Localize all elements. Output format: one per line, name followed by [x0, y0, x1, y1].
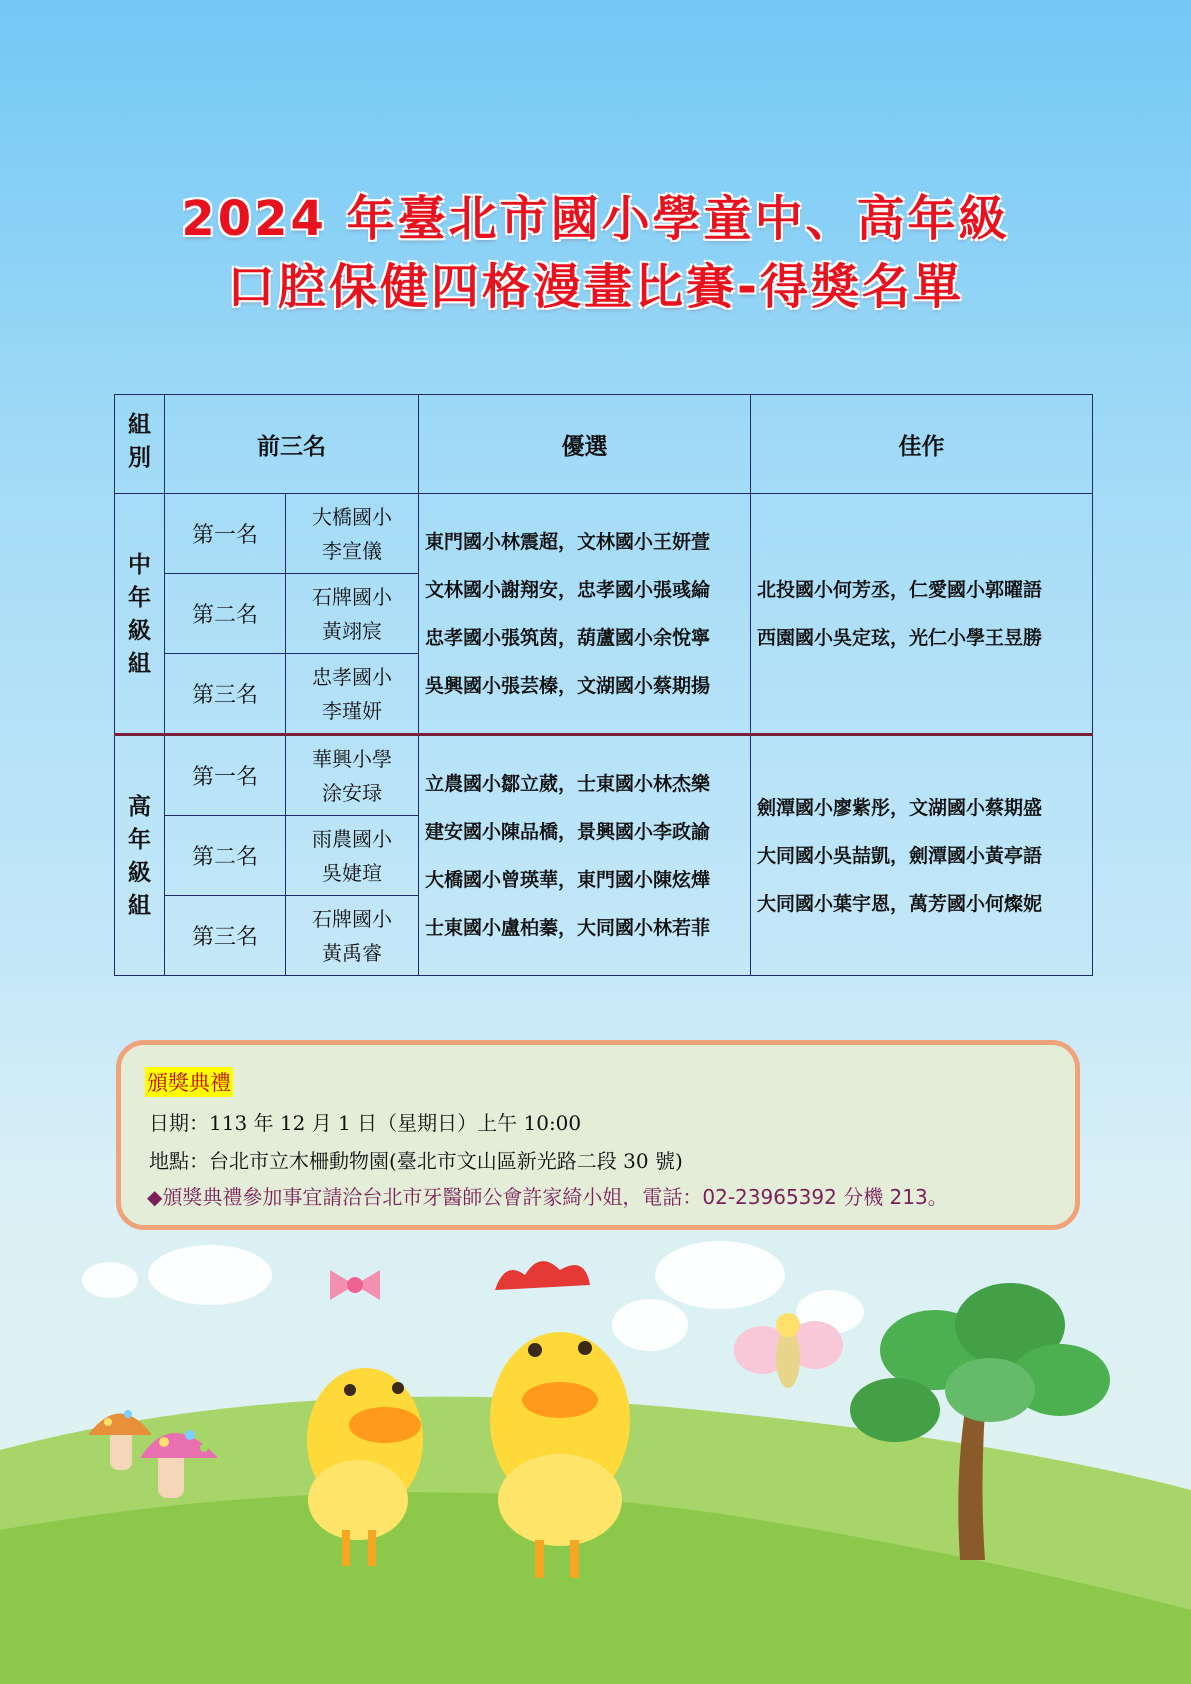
table-header-row: [115, 395, 1093, 494]
winner-cell: 忠孝國小 李瑾妍: [286, 654, 419, 735]
header-excellent: 優選: [419, 395, 751, 494]
list-item: 士東國小盧柏蓁，大同國小林若菲: [425, 916, 711, 939]
decorative-illustration: [0, 1230, 1191, 1684]
honorable-list-middle: [751, 494, 1093, 735]
page-title-line-1: 2024 年臺北市國小學童中、高年級: [181, 191, 1010, 247]
ceremony-date: 日期：113 年 12 月 1 日（星期日）上午 10:00: [149, 1111, 582, 1135]
rank-label: 第一名: [165, 735, 286, 816]
page-title-line-2: 口腔保健四格漫畫比賽-得獎名單: [227, 259, 964, 315]
table-row: [115, 494, 1093, 574]
list-item: 東門國小林震超，文林國小王妍萱: [425, 530, 711, 553]
ceremony-contact-note: ◆頒獎典禮參加事宜請洽台北市牙醫師公會許家綺小姐，電話：02-23965392 分機 213。: [147, 1185, 948, 1209]
rank-label: 第二名: [165, 574, 286, 654]
excellent-list-middle: [419, 494, 751, 735]
rank-label: 第一名: [165, 494, 286, 574]
list-item: 立農國小鄒立葳，士東國小林杰樂: [425, 772, 711, 795]
list-item: 劍潭國小廖紫彤，文湖國小蔡期盛: [757, 796, 1043, 819]
rank-label: 第三名: [165, 654, 286, 735]
winner-cell: 石牌國小 黃禹睿: [286, 896, 419, 976]
group-label-upper: 高年級組: [115, 735, 165, 976]
excellent-list-upper: [419, 735, 751, 976]
list-item: 大橋國小曾瑛華，東門國小陳炫燁: [425, 868, 711, 891]
ceremony-info-box: [116, 1040, 1080, 1230]
results-table: [114, 394, 1093, 976]
rank-label: 第二名: [165, 816, 286, 896]
honorable-list-upper: [751, 735, 1093, 976]
ceremony-heading: 頒獎典禮: [145, 1067, 233, 1097]
header-top3: 前三名: [165, 395, 419, 494]
list-item: 北投國小何芳丞，仁愛國小郭曜語: [757, 578, 1043, 601]
winner-cell: 石牌國小 黃翊宸: [286, 574, 419, 654]
butterfly-illustration: [734, 1313, 843, 1388]
group-label-middle: 中年級組: [115, 494, 165, 735]
header-group: 組別: [115, 395, 165, 494]
list-item: 大同國小葉宇恩，萬芳國小何燦妮: [757, 892, 1043, 915]
list-item: 西園國小吳定玹，光仁小學王昱勝: [757, 626, 1043, 649]
ceremony-place: 地點：台北市立木柵動物園(臺北市文山區新光路二段 30 號): [149, 1149, 683, 1173]
list-item: 大同國小吳喆凱，劍潭國小黃亭語: [757, 844, 1043, 867]
list-item: 吳興國小張芸榛，文湖國小蔡期揚: [425, 674, 711, 697]
header-honorable: 佳作: [751, 395, 1093, 494]
rank-label: 第三名: [165, 896, 286, 976]
table-row: [115, 735, 1093, 816]
list-item: 忠孝國小張筑茵，葫蘆國小余悅寧: [425, 626, 711, 649]
winner-cell: 大橋國小 李宣儀: [286, 494, 419, 574]
winner-cell: 華興小學 涂安琭: [286, 735, 419, 816]
list-item: 文林國小謝翔安，忠孝國小張彧綸: [425, 578, 711, 601]
list-item: 建安國小陳品橋，景興國小李政諭: [425, 820, 711, 843]
winner-cell: 雨農國小 吳婕瑄: [286, 816, 419, 896]
